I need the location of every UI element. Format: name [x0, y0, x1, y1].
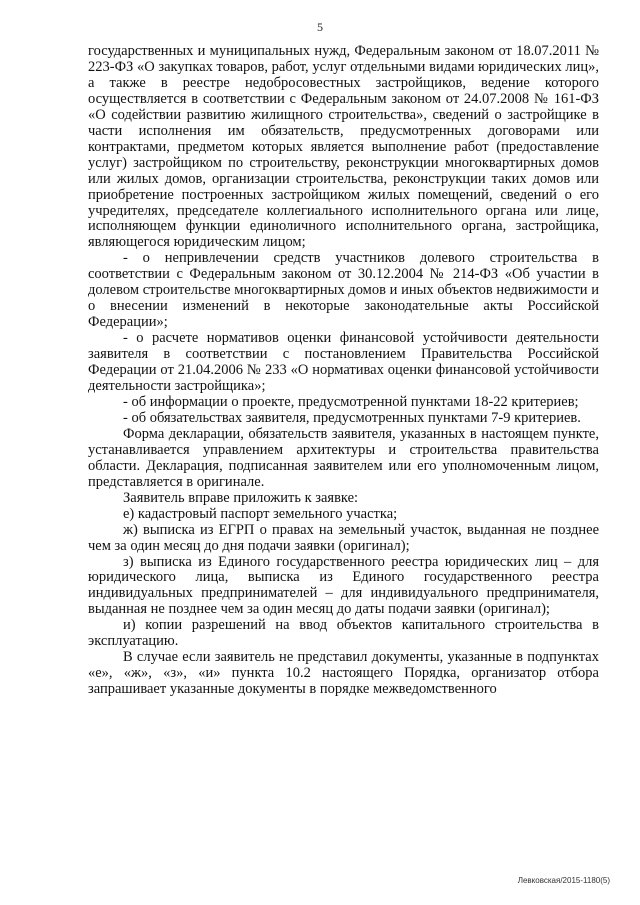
paragraph: з) выписка из Единого государственного реестра юридических лиц – для юридического лица, выписка из Единого государственного реестра индивидуальных предпринимателей – для индивидуального предпринимателя, выданная не позднее чем за один месяц до даты подачи заявки (оригинал);	[88, 553, 599, 618]
body-text	[88, 44, 599, 698]
paragraph: Заявитель вправе приложить к заявке:	[123, 489, 359, 506]
paragraph: - об обязательствах заявителя, предусмотренных пунктами 7-9 критериев.	[123, 409, 581, 426]
paragraph: е) кадастровый паспорт земельного участка;	[123, 505, 398, 522]
paragraph: и) копии разрешений на ввод объектов капитального строительства в эксплуатацию.	[88, 617, 599, 650]
page-number: 5	[317, 20, 323, 34]
paragraph: ж) выписка из ЕГРП о правах на земельный участок, выданная не позднее чем за один месяц до дня подачи заявки (оригинал);	[88, 521, 599, 554]
paragraph: В случае если заявитель не представил документы, указанные в подпунктах «е», «ж», «з», «и» пункта 10.2 настоящего Порядка, организатор отбора запрашивает указанные документы в порядке межведомственного	[88, 649, 599, 698]
paragraph: - об информации о проекте, предусмотренной пунктами 18-22 критериев;	[123, 393, 579, 410]
paragraph: - о расчете нормативов оценки финансовой устойчивости деятельности заявителя в соответствии с постановлением Правительства Российской Федерации от 21.04.2006 № 233 «О нормативах оценки финансовой устойчивости деятельности застройщика»;	[88, 330, 599, 395]
document-code: Левковская/2015-1180(5)	[517, 876, 610, 885]
paragraph: - о непривлечении средств участников долевого строительства в соответствии с Федеральным законом от 30.12.2004 № 214-ФЗ «Об участии в долевом строительстве многоквартирных домов и иных объектов недвижимости и о внесении изменений в некоторые законодательные акты Российской Федерации»;	[88, 250, 599, 331]
paragraph: Форма декларации, обязательств заявителя, указанных в настоящем пункте, устанавливается управлением архитектуры и строительства правительства области. Декларация, подписанная заявителем или его уполномоченным лицом, представляется в оригинале.	[88, 425, 599, 490]
paragraph: государственных и муниципальных нужд, Федеральным законом от 18.07.2011 № 223-ФЗ «О закупках товаров, работ, услуг отдельными видами юридических лиц», а также в реестре недобросовестных застройщиков, ведение которого осуществляется в соответствии с Федеральным законом от 24.07.2008 № 161-ФЗ «О содействии развитию жилищного строительства», сведений о застройщике в части исполнения им обязательств, предусмотренных договорами или контрактами, предметом которых является выполнение работ (предоставление услуг) застройщиком по строительству, реконструкции многоквартирных домов или жилых домов, организации строительства, реконструкции таких домов или приобретение построенных застройщиком жилых помещений, сведений о его учредителях, председателе коллегиального исполнительного органа или лице, исполняющем функции единоличного исполнительного органа, застройщика, являющегося юридическим лицом;	[88, 43, 599, 251]
